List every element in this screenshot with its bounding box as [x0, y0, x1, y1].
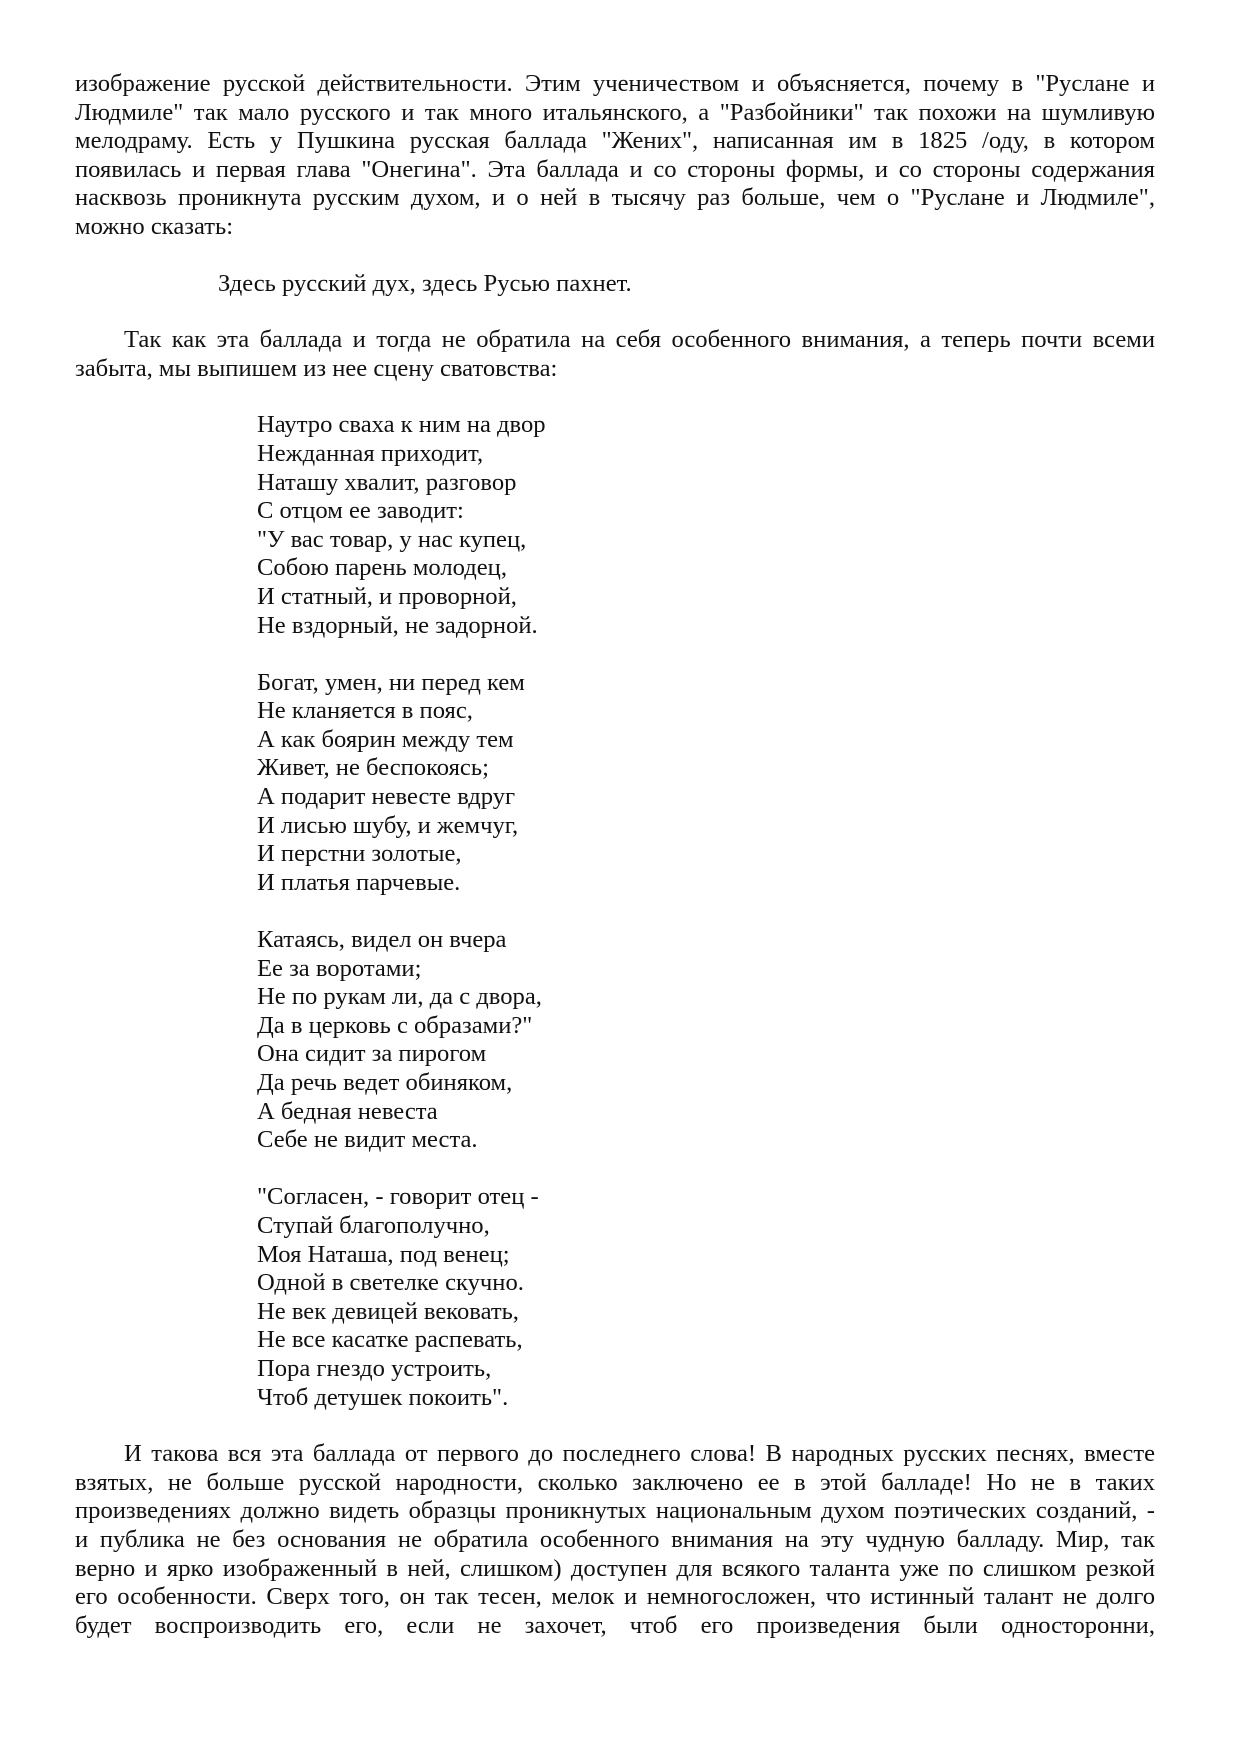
poem-line: Собою парень молодец,	[257, 554, 507, 582]
paragraph-line: можно сказать:	[75, 212, 234, 240]
poem-line: Не по рукам ли, да с двора,	[257, 983, 542, 1011]
paragraph-line: произведениях должно видеть образцы проникнутых национальным духом поэтических созданий, -	[75, 1497, 1155, 1525]
paragraph-line: насквозь проникнута русским духом, и о ней в тысячу раз больше, чем о "Руслане и Людмиле",	[75, 184, 1155, 212]
poem-line: И статный, и проворной,	[257, 582, 517, 610]
poem-stanza-3	[257, 926, 1155, 1155]
paragraph-line: изображение русской действительности. Этим ученичеством и объясняется, почему в "Руслане и	[75, 70, 1155, 97]
poem-line: Да речь ведет обиняком,	[257, 1069, 513, 1096]
poem-line: Наутро сваха к ним на двор	[257, 411, 546, 439]
paragraph-line: верно и ярко изображенный в ней, слишком) доступен для всякого таланта уже по слишком резкой	[75, 1554, 1155, 1582]
paragraph-line: будет воспроизводить его, если не захочет, чтоб его произведения были односторонни,	[75, 1611, 1155, 1639]
poem-line: И лисью шубу, и жемчуг,	[257, 811, 519, 839]
poem-line: Не все касатке распевать,	[257, 1326, 523, 1354]
paragraph-line: Людмиле" так мало русского и так много итальянского, а "Разбойники" так похожи на шумливую	[75, 98, 1155, 126]
document-page	[75, 70, 1155, 1640]
poem-line: Пора гнездо устроить,	[257, 1354, 492, 1382]
poem-line: Моя Наташа, под венец;	[257, 1240, 510, 1268]
poem-line: Нежданная приходит,	[257, 439, 484, 467]
paragraph-2: Так как эта баллада и тогда не обратила на себя особенного внимания, а теперь почти всеми забыта, мы выпишем из нее сцену сватовства:	[75, 326, 1155, 382]
poem-line: Да в церковь с образами?"	[257, 1011, 533, 1039]
poem-line: И перстни золотые,	[257, 840, 462, 868]
poem-line: С отцом ее заводит:	[257, 497, 464, 525]
poem-line: А подарит невесте вдруг	[257, 783, 516, 811]
poem-line: Не кланяется в пояс,	[257, 697, 473, 725]
poem-stanza-1	[257, 411, 1155, 640]
poem	[257, 411, 1155, 1412]
poem-line: Ступай благополучно,	[257, 1211, 490, 1239]
paragraph-line: и публика не без основания не обратила особенного внимания на эту чудную балладу. Мир, так	[75, 1525, 1155, 1553]
paragraph-1	[75, 70, 1155, 242]
poem-line: А как боярин между тем	[257, 725, 514, 753]
poem-line: "У вас товар, у нас купец,	[257, 525, 527, 553]
paragraph-line: мелодраму. Есть у Пушкина русская баллада "Жених", написанная им в 1825 /оду, в котором	[75, 127, 1155, 155]
poem-stanza-4	[257, 1183, 1155, 1412]
paragraph-line: И такова вся эта баллада от первого до последнего слова! В народных русских песнях, вместе	[124, 1440, 1155, 1468]
epigraph: Здесь русский дух, здесь Русью пахнет.	[218, 269, 632, 297]
poem-line: Чтоб детушек покоить".	[257, 1383, 509, 1411]
poem-line: Не век девицей вековать,	[257, 1297, 519, 1325]
poem-line: Себе не видит места.	[257, 1126, 478, 1154]
poem-line: Катаясь, видел он вчера	[257, 926, 507, 954]
poem-line: А бедная невеста	[257, 1097, 438, 1125]
poem-line: Ее за воротами;	[257, 954, 422, 982]
poem-line: Наташу хвалит, разговор	[257, 468, 517, 496]
poem-line: Не вздорный, не задорной.	[257, 611, 538, 639]
paragraph-line: его особенности. Сверх того, он так тесен, мелок и немногосложен, что истинный талант не долго	[75, 1583, 1155, 1611]
poem-line: И платья парчевые.	[257, 868, 461, 896]
poem-line: "Согласен, - говорит отец -	[257, 1183, 539, 1211]
poem-line: Одной в светелке скучно.	[257, 1269, 524, 1297]
poem-line: Она сидит за пирогом	[257, 1040, 487, 1068]
paragraph-line: появилась и первая глава "Онегина". Эта баллада и со стороны формы, и со стороны содержания	[75, 155, 1155, 183]
poem-stanza-2	[257, 669, 1155, 898]
poem-line: Богат, умен, ни перед кем	[257, 668, 525, 696]
paragraph-line: взятых, не больше русской народности, сколько заключено ее в этой балладе! Но не в таких	[75, 1468, 1155, 1496]
paragraph-3	[75, 1440, 1155, 1640]
poem-line: Живет, не беспокоясь;	[257, 754, 489, 782]
